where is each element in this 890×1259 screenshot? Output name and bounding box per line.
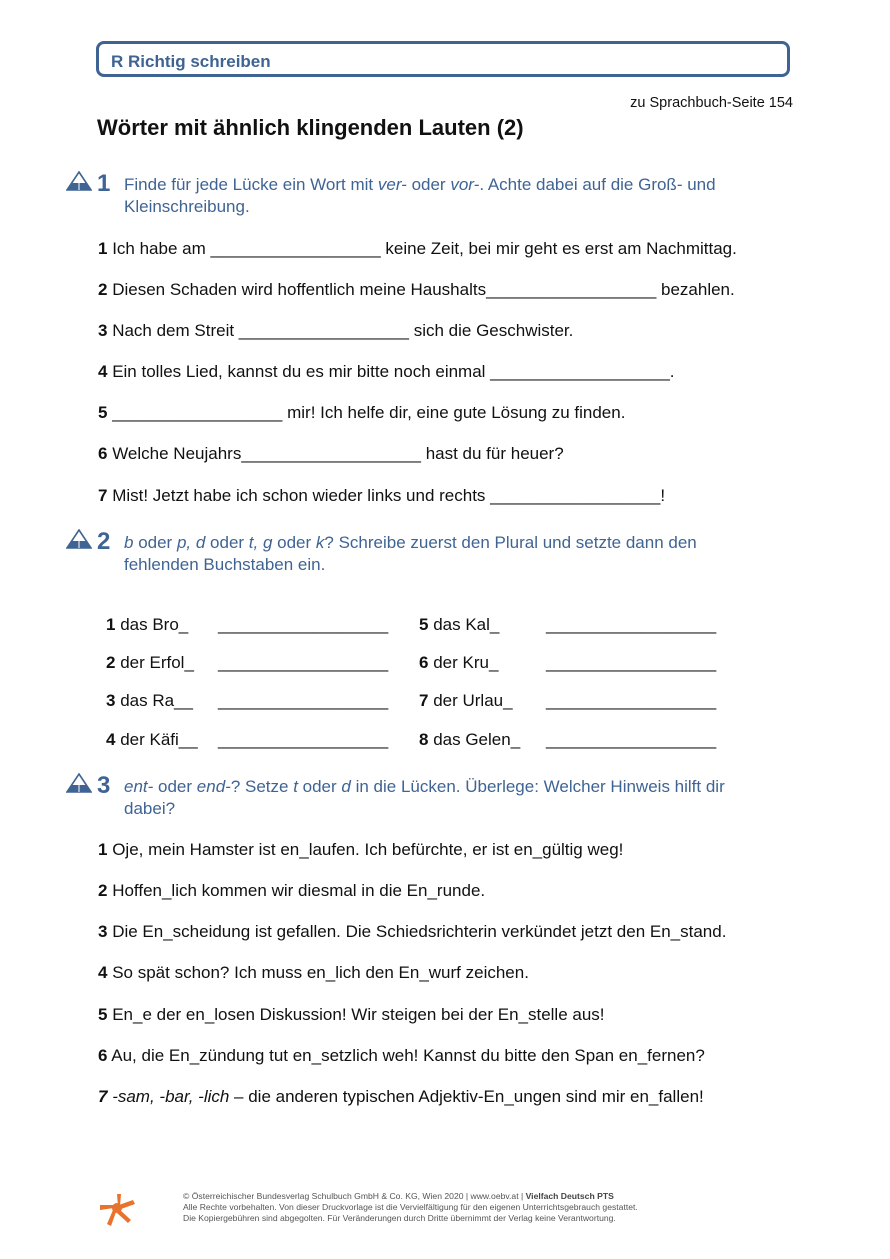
task-instruction: b oder p, d oder t, g oder k? Schreibe zuerst den Plural und setzte dann den fehlenden Buchstaben ein. xyxy=(124,533,697,574)
task-instruction: ent- oder end-? Setze t oder d in die Lücken. Überlege: Welcher Hinweis hilft dir dabei? xyxy=(124,777,725,818)
exercise-line: 7 Mist! Jetzt habe ich schon wieder links und rechts __________________! xyxy=(98,486,666,505)
word-item: 4 der Käfi__ xyxy=(106,730,198,749)
task-number: 2 xyxy=(97,528,111,555)
difficulty-triangle-icon xyxy=(66,773,92,793)
word-item: 7 der Urlau_ xyxy=(419,691,513,710)
exercise-line: 4 So spät schon? Ich muss en_lich den En_wurf zeichen. xyxy=(98,963,529,982)
exercise-line: 6 Au, die En_zündung tut en_setzlich weh! Kannst du bitte den Span en_fernen? xyxy=(98,1046,705,1065)
difficulty-triangle-icon xyxy=(66,171,92,191)
textbook-reference: zu Sprachbuch-Seite 154 xyxy=(630,95,793,111)
answer-blank: __________________ xyxy=(218,653,389,672)
exercise-line: 2 Diesen Schaden wird hoffentlich meine Haushalts__________________ bezahlen. xyxy=(98,280,735,299)
word-item: 2 der Erfol_ xyxy=(106,653,194,672)
exercise-line: 1 Ich habe am __________________ keine Zeit, bei mir geht es erst am Nachmittag. xyxy=(98,239,737,258)
page-title: Wörter mit ähnlich klingenden Lauten (2) xyxy=(97,115,524,140)
exercise-line: 4 Ein tolles Lied, kannst du es mir bitte noch einmal ___________________. xyxy=(98,362,675,381)
exercise-line: 2 Hoffen_lich kommen wir diesmal in die En_runde. xyxy=(98,881,486,900)
task-number: 1 xyxy=(97,170,111,197)
exercise-line: 6 Welche Neujahrs___________________ hast du für heuer? xyxy=(98,444,564,463)
exercise-line: 5 __________________ mir! Ich helfe dir, eine gute Lösung zu finden. xyxy=(98,403,626,422)
oebv-star-logo-icon xyxy=(97,1190,137,1230)
answer-blank: __________________ xyxy=(546,691,717,710)
exercise-line: 5 En_e der en_losen Diskussion! Wir steigen bei der En_stelle aus! xyxy=(98,1005,605,1024)
exercise-line: 7 -sam, -bar, -lich – die anderen typischen Adjektiv-En_ungen sind mir en_fallen! xyxy=(98,1087,704,1106)
difficulty-triangle-icon xyxy=(66,529,92,549)
footer-copyright: © Österreichischer Bundesverlag Schulbuch GmbH & Co. KG, Wien 2020 | www.oebv.at | Vielfach Deutsch PTS Alle Rechte vorbehalten. Von dieser Druckvorlage ist die Vervielfältigung für den eigenen Unterrichtsgebrauch gestattet. Die Kopiergebühren sind abgegolten. Für Veränderungen durch Dritte übernimmt der Verlag keine Verantwortung. xyxy=(183,1191,638,1223)
word-item: 1 das Bro_ xyxy=(106,615,189,634)
answer-blank: __________________ xyxy=(546,615,717,634)
answer-blank: __________________ xyxy=(218,730,389,749)
section-header-label: R Richtig schreiben xyxy=(111,52,271,71)
task-number: 3 xyxy=(97,772,111,799)
exercise-line: 1 Oje, mein Hamster ist en_laufen. Ich befürchte, er ist en_gültig weg! xyxy=(98,840,624,859)
answer-blank: __________________ xyxy=(546,730,717,749)
word-item: 5 das Kal_ xyxy=(419,615,500,634)
word-item: 3 das Ra__ xyxy=(106,691,193,710)
answer-blank: __________________ xyxy=(218,615,389,634)
word-item: 6 der Kru_ xyxy=(419,653,499,672)
section-header-box xyxy=(96,41,790,77)
word-item: 8 das Gelen_ xyxy=(419,730,521,749)
answer-blank: __________________ xyxy=(218,691,389,710)
answer-blank: __________________ xyxy=(546,653,717,672)
task-instruction: Finde für jede Lücke ein Wort mit ver- oder vor-. Achte dabei auf die Groß- und Kleinschreibung. xyxy=(124,175,716,216)
exercise-line: 3 Die En_scheidung ist gefallen. Die Schiedsrichterin verkündet jetzt den En_stand. xyxy=(98,922,727,941)
exercise-line: 3 Nach dem Streit __________________ sich die Geschwister. xyxy=(98,321,574,340)
